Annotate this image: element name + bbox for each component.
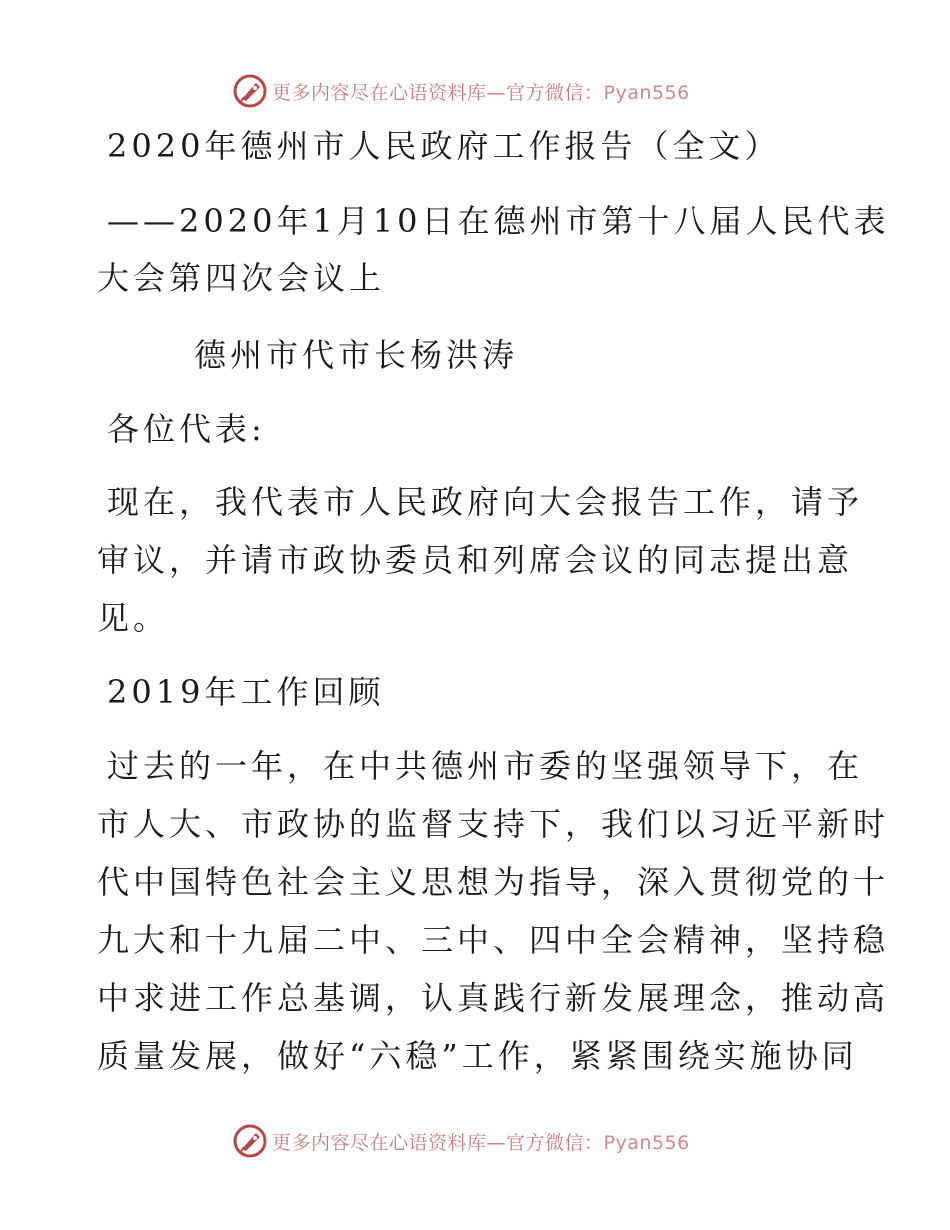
pen-nib-logo-icon bbox=[232, 1123, 268, 1159]
body-line-3: 代中国特色社会主义思想为指导，深入贯彻党的十 bbox=[97, 863, 890, 901]
body-line-6: 质量发展，做好“六稳”工作，紧紧围绕实施协同 bbox=[97, 1037, 858, 1075]
watermark-text bbox=[272, 1128, 690, 1155]
section-heading: 2019年工作回顾 bbox=[107, 673, 385, 711]
body-line-5: 中求进工作总基调，认真践行新发展理念，推动高 bbox=[97, 979, 890, 1017]
watermark-handle: Pyan556 bbox=[603, 81, 690, 104]
pen-nib-logo-icon bbox=[232, 73, 268, 109]
watermark-handle: Pyan556 bbox=[603, 1131, 690, 1154]
body-line-1: 过去的一年，在中共德州市委的坚强领导下，在 bbox=[107, 747, 864, 785]
document-subtitle-line-1: ——2020年1月10日在德州市第十八届人民代表 bbox=[107, 202, 890, 240]
document-author: 德州市代市长杨洪涛 bbox=[194, 336, 519, 374]
body-line-2: 市人大、市政协的监督支持下，我们以习近平新时 bbox=[97, 805, 890, 843]
intro-line-2: 审议，并请市政协委员和列席会议的同志提出意 bbox=[97, 541, 854, 579]
document-subtitle-line-2: 大会第四次会议上 bbox=[97, 259, 386, 297]
intro-line-1: 现在，我代表市人民政府向大会报告工作，请予 bbox=[107, 483, 864, 521]
watermark-text bbox=[272, 78, 690, 105]
document-title: 2020年德州市人民政府工作报告（全文） bbox=[107, 127, 781, 165]
intro-line-3: 见。 bbox=[97, 599, 170, 637]
body-line-4: 九大和十九届二中、三中、四中全会精神，坚持稳 bbox=[97, 921, 890, 959]
watermark-label: 更多内容尽在心语资料库—官方微信： bbox=[272, 1131, 604, 1154]
watermark-banner-top bbox=[232, 71, 690, 111]
salutation: 各位代表: bbox=[107, 410, 266, 448]
watermark-banner-bottom bbox=[232, 1121, 690, 1161]
watermark-label: 更多内容尽在心语资料库—官方微信： bbox=[272, 81, 604, 104]
